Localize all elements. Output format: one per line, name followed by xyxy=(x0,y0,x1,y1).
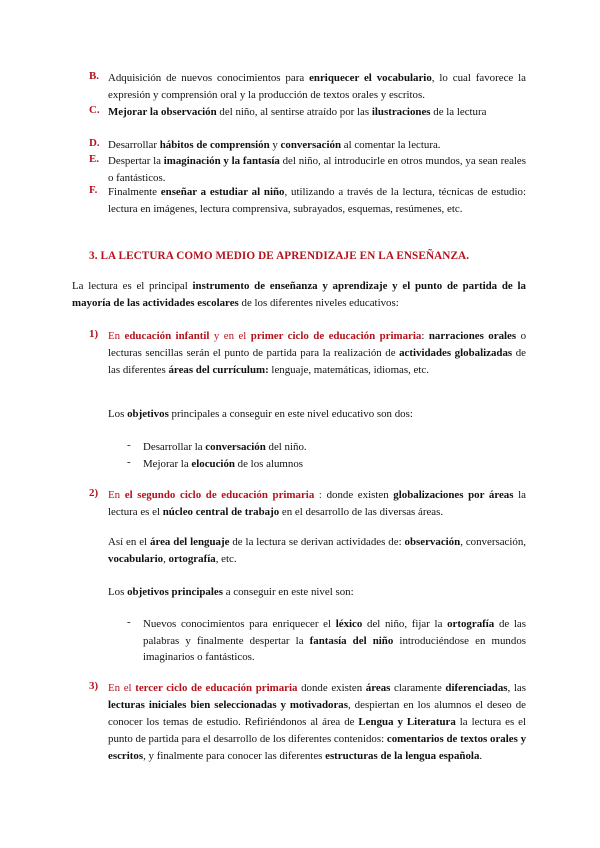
dash-bullet: - xyxy=(127,439,131,451)
dash-item-lexicon: Nuevos conocimientos para enriquecer el léxico del niño, fijar la ortografía de las palabras y finalmente despertar la fantasía del niño introduciéndose en mundos imaginarios o fantásticos. xyxy=(143,618,526,663)
list-letter-e: E. xyxy=(89,153,99,165)
objectives-2-paragraph: Los objetivos principales a conseguir en este nivel son: xyxy=(108,586,354,598)
list-letter-c: C. xyxy=(89,104,100,116)
language-area-paragraph: Así en el área del lenguaje de la lectura se derivan actividades de: observación, conversación, vocabulario, ortografía, etc. xyxy=(108,536,526,565)
item-number-2: 2) xyxy=(89,487,99,499)
item-number-1: 1) xyxy=(89,328,99,340)
dash-bullet: - xyxy=(127,456,131,468)
dash-item-elocution: Mejorar la elocución de los alumnos xyxy=(143,458,304,470)
list-item-b: Adquisición de nuevos conocimientos para enriquecer el vocabulario, lo cual favorece la expresión y comprensión oral y la producción de textos orales y escritos. xyxy=(108,72,527,101)
list-item-e: Despertar la imaginación y la fantasía del niño, al introducirle en otros mundos, ya sean reales o fantásticos. xyxy=(108,155,527,184)
dash-item-conversation: Desarrollar la conversación del niño. xyxy=(143,441,307,453)
list-item-f: Finalmente enseñar a estudiar al niño, utilizando a través de la lectura, técnicas de estudio: lectura en imágenes, lectura comprensiva, subrayados, esquemas, resúmenes, etc. xyxy=(108,186,527,215)
item-3-paragraph: En el tercer ciclo de educación primaria donde existen áreas claramente diferenciadas, las lecturas iniciales bien seleccionadas y motivadoras, despiertan en los alumnos el deseo de conocer los temas de estudio. Refiriéndonos al área de Lengua y Literatura la lectura es el punto de partida para el desarrollo de los diferentes contenidos: comentarios de textos orales y escritos, y finalmente para conocer las diferentes estructuras de la lengua española. xyxy=(108,682,527,762)
dash-bullet: - xyxy=(127,616,131,628)
item-1-paragraph: En educación infantil y en el primer ciclo de educación primaria: narraciones orales o lecturas sencillas serán el punto de partida para la realización de actividades globalizadas de las diferentes áreas del currículum: lenguaje, matemáticas, idiomas, etc. xyxy=(108,330,527,376)
intro-paragraph: La lectura es el principal instrumento de enseñanza y aprendizaje y el punto de partida de la mayoría de las actividades escolares de los diferentes niveles educativos: xyxy=(72,280,526,309)
item-number-3: 3) xyxy=(89,680,99,692)
list-letter-f: F. xyxy=(89,184,98,196)
item-2-paragraph: En el segundo ciclo de educación primaria : donde existen globalizaciones por áreas la lectura es el núcleo central de trabajo en el desarrollo de las diversas áreas. xyxy=(108,489,526,518)
section-heading: 3. LA LECTURA COMO MEDIO DE APRENDIZAJE EN LA ENSEÑANZA. xyxy=(89,250,470,262)
list-item-d: Desarrollar hábitos de comprensión y conversación al comentar la lectura. xyxy=(108,139,441,151)
list-item-c: Mejorar la observación del niño, al sentirse atraído por las ilustraciones de la lectura xyxy=(108,106,487,118)
list-letter-b: B. xyxy=(89,70,99,82)
list-letter-d: D. xyxy=(89,137,100,149)
objectives-1-paragraph: Los objetivos principales a conseguir en este nivel educativo son dos: xyxy=(108,408,413,420)
